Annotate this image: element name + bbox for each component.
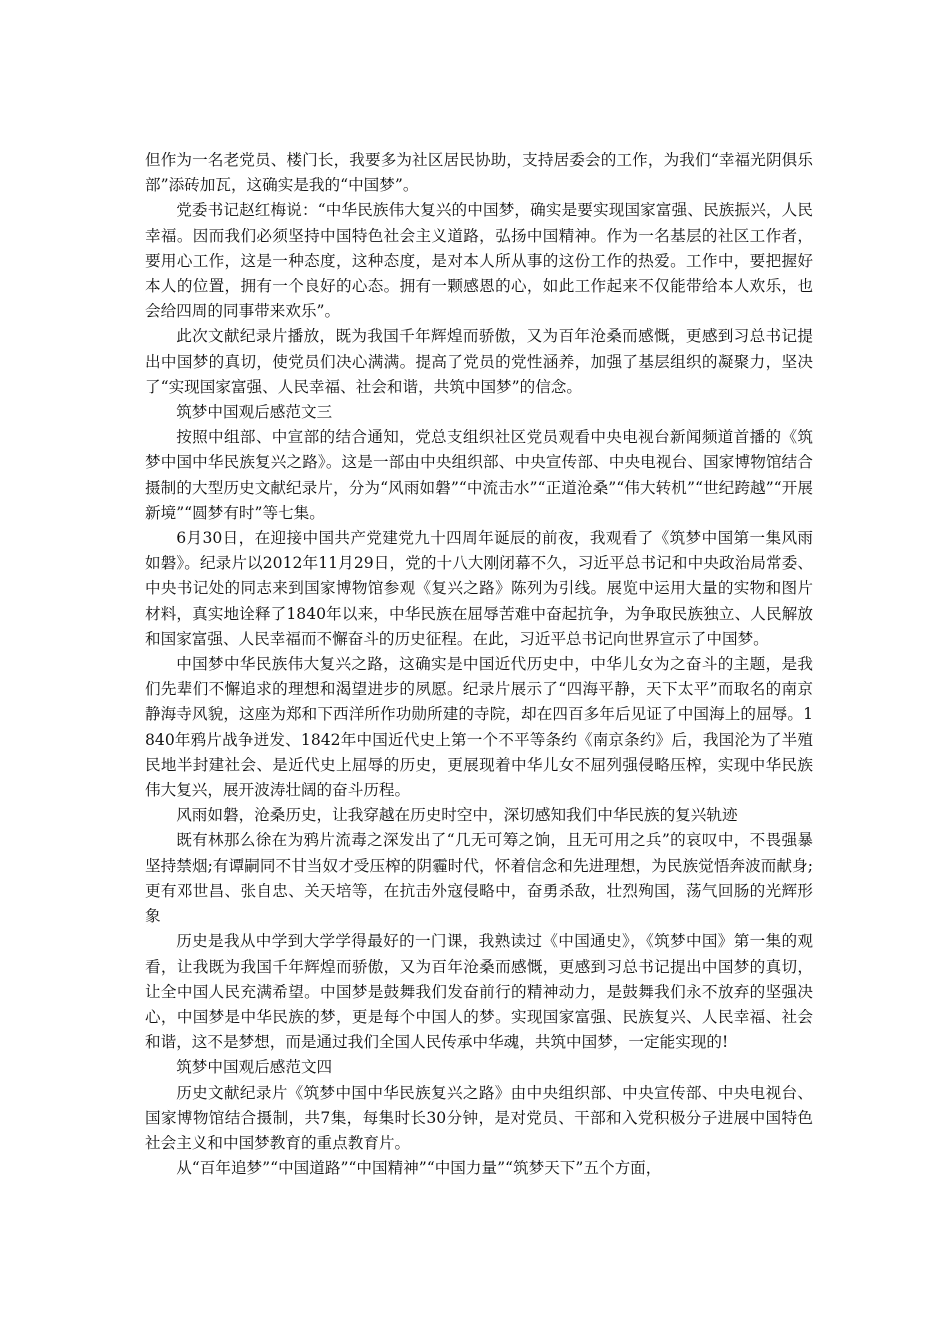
paragraph: 此次文献纪录片播放，既为我国千年辉煌而骄傲，又为百年沧桑而感慨，更感到习总书记提出中国梦的真切，使党员们决心满满。提高了党员的党性涵养，加强了基层组织的凝聚力，坚决了“实现国家富强、人民幸福、社会和谐，共筑中国梦”的信念。 xyxy=(145,327,813,396)
paragraph: 历史是我从中学到大学学得最好的一门课，我熟读过《中国通史》，《筑梦中国》第一集的观看，让我既为我国千年辉煌而骄傲，又为百年沧桑而感慨，更感到习总书记提出中国梦的真切，让全中国人民充满希望。中国梦是鼓舞我们发奋前行的精神动力，是鼓舞我们永不放弃的坚强决心，中国梦是中华民族的梦，更是每个中国人的梦。实现国家富强、民族复兴、人民幸福、社会和谐，这不是梦想，而是通过我们全国人民传承中华魂，共筑中国梦，一定能实现的! xyxy=(145,932,813,1052)
paragraph: 中国梦中华民族伟大复兴之路，这确实是中国近代历史中，中华儿女为之奋斗的主题，是我们先辈们不懈追求的理想和渴望进步的夙愿。纪录片展示了“四海平静，天下太平”而取名的南京静海寺风貌，这座为郑和下西洋所作功勋所建的寺院，却在四百多年后见证了中国海上的屈辱。1840年鸦片战争迸发、1842年中国近代史上第一个不平等条约《南京条约》后，我国沦为了半殖民地半封建社会、是近代史上屈辱的历史，更展现着中华儿女不屈列强侵略压榨，实现中华民族伟大复兴，展开波涛壮阔的奋斗历程。 xyxy=(145,655,813,800)
paragraph: 6月30日，在迎接中国共产党建党九十四周年诞辰的前夜，我观看了《筑梦中国第一集风雨如磐》。纪录片以2012年11月29日，党的十八大刚闭幕不久，习近平总书记和中央政治局常委、中央书记处的同志来到国家博物馆参观《复兴之路》陈列为引线。展览中运用大量的实物和图片材料，真实地诠释了1840年以来，中华民族在屈辱苦难中奋起抗争，为争取民族独立、人民解放和国家富强、人民幸福而不懈奋斗的历史征程。在此，习近平总书记向世界宣示了中国梦。 xyxy=(145,529,813,648)
section-heading: 筑梦中国观后感范文四 xyxy=(176,1058,333,1077)
paragraph: 风雨如磐，沧桑历史，让我穿越在历史时空中，深切感知我们中华民族的复兴轨迹 xyxy=(176,806,738,825)
document-body xyxy=(145,148,813,1181)
paragraph: 党委书记赵红梅说：“中华民族伟大复兴的中国梦，确实是要实现国家富强、民族振兴，人民幸福。因而我们必须坚持中国特色社会主义道路，弘扬中国精神。作为一名基层的社区工作者，要用心工作，这是一种态度，这种态度，是对本人所从事的这份工作的热爱。工作中，要把握好本人的位置，拥有一个良好的心态。拥有一颗感恩的心，如此工作起来不仅能带给本人欢乐，也会给四周的同事带来欢乐”。 xyxy=(145,201,813,321)
paragraph: 历史文献纪录片《筑梦中国中华民族复兴之路》由中央组织部、中央宣传部、中央电视台、国家博物馆结合摄制，共7集，每集时长30分钟，是对党员、干部和入党积极分子进展中国特色社会主义和中国梦教育的重点教育片。 xyxy=(145,1083,813,1152)
paragraph: 既有林那么徐在为鸦片流毒之深发出了“几无可筹之饷，且无可用之兵”的哀叹中，不畏强暴坚持禁烟;有谭嗣同不甘当奴才受压榨的阴霾时代，怀着信念和先进理想，为民族觉悟奔波而献身;更有邓世昌、张自忠、关天培等，在抗击外寇侵略中，奋勇杀敌，壮烈殉国，荡气回肠的光辉形象 xyxy=(145,831,813,926)
section-heading: 筑梦中国观后感范文三 xyxy=(176,403,333,422)
paragraph: 但作为一名老党员、楼门长，我要多为社区居民协助，支持居委会的工作，为我们“幸福光阴俱乐部”添砖加瓦，这确实是我的“中国梦”。 xyxy=(145,151,813,195)
paragraph: 按照中组部、中宣部的结合通知，党总支组织社区党员观看中央电视台新闻频道首播的《筑梦中国中华民族复兴之路》。这是一部由中央组织部、中央宣传部、中央电视台、国家博物馆结合摄制的大型历史文献纪录片，分为“风雨如磐”“中流击水”“正道沧桑”“伟大转机”“世纪跨越”“开展新境”“圆梦有时”等七集。 xyxy=(145,428,813,522)
paragraph: 从“百年追梦”“中国道路”“中国精神”“中国力量”“筑梦天下”五个方面， xyxy=(176,1159,662,1178)
